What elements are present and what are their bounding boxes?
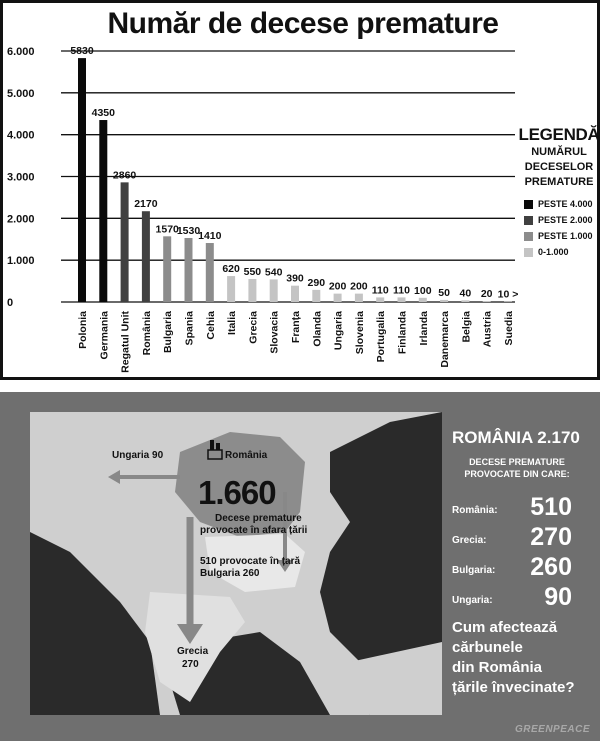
grecia-map-value: 270 — [182, 659, 199, 670]
grecia-map-label: Grecia — [177, 646, 209, 657]
x-tick-label: Austria — [481, 311, 494, 348]
legend-swatch — [524, 200, 533, 209]
chart-title: Număr de decese premature — [107, 7, 499, 40]
bar-bulgaria — [163, 236, 171, 302]
x-tick-label: Finlanda — [396, 311, 409, 355]
x-tick-label: Spania — [183, 311, 196, 346]
bar-value-label: 620 — [222, 263, 240, 276]
info-value: 260 — [530, 553, 572, 581]
bar-germania — [99, 120, 107, 302]
x-tick-label: Bulgaria — [162, 311, 175, 354]
y-tick-label: 1.000 — [7, 255, 35, 268]
bar-chart — [3, 3, 597, 377]
bar-românia — [142, 211, 150, 302]
y-tick-label: 3.000 — [7, 171, 35, 184]
x-tick-label: Polonia — [77, 311, 89, 349]
info-subtitle — [442, 456, 592, 480]
info-title: ROMÂNIA 2.170 — [452, 428, 580, 447]
bar-regatul-unit — [121, 182, 129, 302]
bar-slovacia — [270, 279, 278, 302]
x-tick-label: Franța — [290, 311, 302, 344]
bar-franța — [291, 286, 299, 302]
info-question — [452, 618, 597, 698]
legend-label: 0-1.000 — [538, 247, 569, 257]
bar-value-label: 200 — [328, 280, 347, 293]
info-panel — [442, 412, 600, 717]
y-tick-label: 6.000 — [7, 46, 35, 58]
bar-value-label: 20 — [480, 288, 493, 301]
bar-irlanda — [419, 298, 427, 302]
legend-swatch — [524, 216, 533, 225]
bar-italia — [227, 276, 235, 302]
bar-value-label: 1410 — [198, 230, 222, 243]
inside-deaths-label: 510 provocate în țară — [200, 556, 301, 567]
bar-spania — [185, 238, 193, 302]
x-tick-label: Irlanda — [417, 311, 430, 346]
bar-danemarca — [440, 300, 448, 302]
info-value: 270 — [530, 523, 572, 551]
info-value: 510 — [530, 493, 572, 521]
greenpeace-logo: GREENPEACE — [514, 724, 590, 735]
x-tick-label: Grecia — [247, 311, 260, 344]
info-value: 90 — [544, 583, 572, 611]
y-tick-label: 4.000 — [7, 129, 35, 142]
bar-portugalia — [376, 297, 384, 302]
x-tick-label: Olanda — [311, 311, 324, 347]
bar-value-label: 290 — [307, 276, 326, 289]
legend-subtitle-1: NUMĂRUL — [531, 146, 587, 158]
info-country: Ungaria: — [452, 595, 493, 606]
x-tick-label: Portugalia — [375, 311, 388, 363]
ungaria-map-label: Ungaria 90 — [112, 450, 164, 461]
legend-title: LEGENDĂ — [518, 125, 600, 144]
legend-item-peste-2000 — [524, 212, 600, 228]
outside-deaths-label-1: Decese premature — [215, 513, 302, 524]
bar-value-label: 1530 — [176, 224, 201, 237]
info-question-line-1: Cum afectează — [452, 619, 558, 636]
x-tick-label: România — [140, 311, 153, 356]
info-row-ungaria — [452, 582, 582, 612]
legend-swatch — [524, 232, 533, 241]
bar-polonia — [78, 58, 86, 302]
regional-map — [30, 412, 442, 715]
x-tick-label: Italia — [226, 311, 239, 335]
x-tick-label: Cehia — [204, 311, 217, 340]
bulgaria-map-label: Bulgaria 260 — [200, 568, 260, 579]
y-tick-label: 5.000 — [7, 87, 35, 100]
info-country: Grecia: — [452, 535, 487, 546]
bar-value-label: 110 — [371, 284, 389, 297]
x-tick-label: Belgia — [460, 311, 473, 343]
x-tick-label: Regatul Unit — [119, 311, 132, 373]
bar-finlanda — [398, 297, 406, 302]
bar-belgia — [461, 300, 469, 302]
info-question-line-2: cărbunele — [452, 639, 523, 656]
outside-deaths-label-2: provocate în afara țării — [200, 525, 308, 536]
bar-value-label: 1570 — [155, 223, 179, 236]
legend-label: PESTE 1.000 — [538, 231, 593, 241]
legend-label: PESTE 4.000 — [538, 199, 593, 209]
x-tick-label: Ungaria — [332, 311, 345, 351]
info-row-romania — [452, 492, 582, 522]
legend-item-peste-1000 — [524, 228, 600, 244]
bar-austria — [483, 301, 491, 302]
info-country: Bulgaria: — [452, 565, 496, 576]
bar-value-label: 200 — [350, 280, 368, 293]
bar-value-label: 4350 — [91, 107, 115, 120]
info-country: România: — [452, 505, 498, 516]
bar-value-label: 5830 — [70, 45, 94, 58]
bar-value-label: 2860 — [112, 169, 137, 182]
legend-swatch — [524, 248, 533, 257]
x-tick-label: Slovacia — [268, 311, 281, 354]
legend-subtitle-2: DECESELOR — [524, 161, 594, 173]
x-tick-label: Slovenia — [353, 311, 366, 355]
legend-item-peste-4000 — [524, 196, 600, 212]
x-tick-label: Suedia — [503, 311, 515, 346]
info-question-line-4: țările învecinate? — [452, 679, 575, 696]
y-tick-label: 0 — [7, 297, 14, 309]
info-question-line-3: din România — [452, 659, 543, 676]
x-tick-label: Danemarca — [439, 311, 452, 368]
bar-value-label: 50 — [438, 286, 450, 299]
y-tick-label: 2.000 — [7, 213, 35, 226]
bar-olanda — [312, 290, 320, 302]
legend — [516, 125, 600, 260]
bar-grecia — [248, 279, 256, 302]
bar-cehia — [206, 243, 214, 302]
romania-map-label: România — [225, 450, 268, 461]
bar-value-label: 2170 — [134, 198, 158, 211]
legend-item-0-1000 — [524, 244, 600, 260]
bar-ungaria — [334, 294, 342, 302]
bar-value-label: 110 — [393, 284, 410, 297]
info-row-bulgaria — [452, 552, 582, 582]
bar-value-label: 10 > — [497, 288, 519, 301]
bar-value-label: 390 — [286, 272, 304, 285]
info-row-grecia — [452, 522, 582, 552]
romania-big-value: 1.660 — [198, 474, 276, 511]
x-tick-label: Germania — [98, 311, 111, 360]
info-subtitle-line-2: PROVOCATE DIN CARE: — [464, 469, 570, 479]
bar-value-label: 100 — [414, 284, 432, 297]
arrow-head-ungaria — [108, 470, 120, 484]
bar-value-label: 550 — [243, 265, 262, 278]
info-subtitle-line-1: DECESE PREMATURE — [469, 457, 565, 467]
adriatic-sea-shape — [30, 532, 160, 715]
bar-slovenia — [355, 294, 363, 302]
bar-value-label: 540 — [264, 266, 283, 279]
bar-value-label: 40 — [459, 287, 472, 300]
legend-subtitle-3: PREMATURE — [524, 176, 594, 188]
legend-label: PESTE 2.000 — [538, 215, 593, 225]
